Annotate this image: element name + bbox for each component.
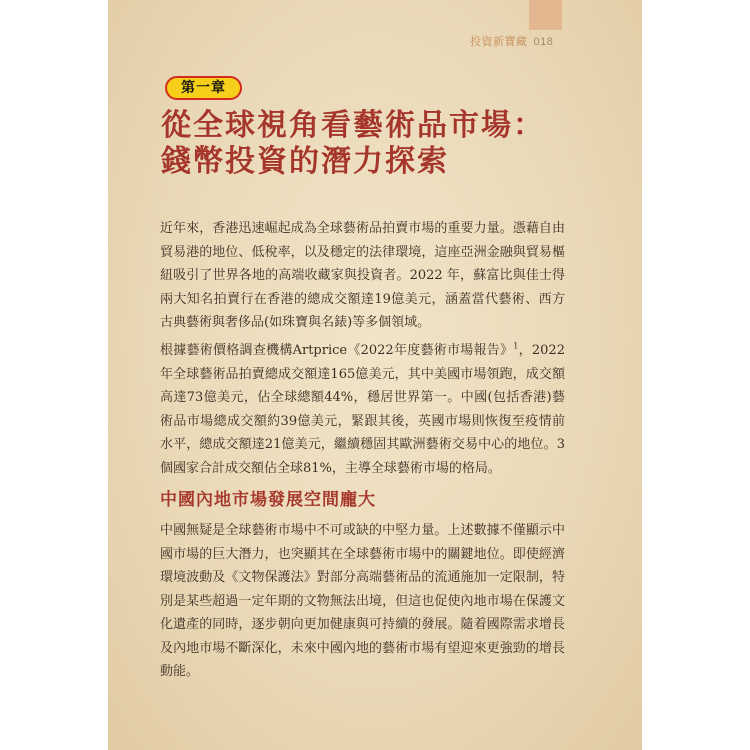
chapter-title-line2: 錢幣投資的潛力探索 — [161, 144, 449, 179]
chapter-title — [161, 108, 581, 180]
body-paragraph-2 — [160, 339, 565, 480]
running-title: 投資新寶藏 — [470, 35, 528, 48]
section-heading: 中國內地市場發展空間龐大 — [160, 490, 376, 510]
chapter-badge: 第一章 — [165, 76, 242, 100]
running-header — [470, 33, 553, 49]
book-page — [108, 0, 642, 750]
footnote-marker[interactable]: 1 — [513, 341, 519, 351]
paragraph-2-lead: 根據藝術價格調查機構Artprice《2022年度藝術市場報告》 — [160, 343, 514, 358]
paragraph-2-rest: ，2022年全球藝術品拍賣總成交額達165億美元，其中美國市場領跑，成交額高達73億美元，佔全球總額44%，穩居世界第一。中國(包括香港)藝術品市場總成交額約39億美元，緊跟其後，英國市場則恢復至疫情前水平，總成交額達21億美元，繼續穩固其歐洲藝術交易中心的地位。3個國家合計成交額佔全球81%，主導全球藝術市場的格局。 — [160, 343, 565, 476]
body-paragraph-1: 近年來，香港迅速崛起成為全球藝術品拍賣市場的重要力量。憑藉自由貿易港的地位、低稅率，以及穩定的法律環境，這座亞洲金融與貿易樞紐吸引了世界各地的高端收藏家與投資者。2022 年，蘇富比與佳士得兩大知名拍賣行在香港的總成交額達19億美元，涵蓋當代藝術、西方古典藝術與奢侈品(如珠寶與名錶)等多個領域。 — [160, 221, 565, 330]
page-number: 018 — [533, 36, 554, 48]
corner-tab — [529, 0, 562, 30]
body-paragraph-3: 中國無疑是全球藝術市場中不可或缺的中堅力量。上述數據不僅顯示中國市場的巨大潛力，也突顯其在全球藝術市場中的關鍵地位。即使經濟環境波動及《文物保護法》對部分高端藝術品的流通施加一定限制，特別是某些超過一定年期的文物無法出境，但這也促使內地市場在保護文化遺產的同時，逐步朝向更加健康與可持續的發展。隨着國際需求增長及內地市場不斷深化，未來中國內地的藝術市場有望迎來更強勁的增長動能。 — [160, 523, 565, 679]
chapter-title-line1: 從全球視角看藝術品市場： — [161, 108, 545, 143]
